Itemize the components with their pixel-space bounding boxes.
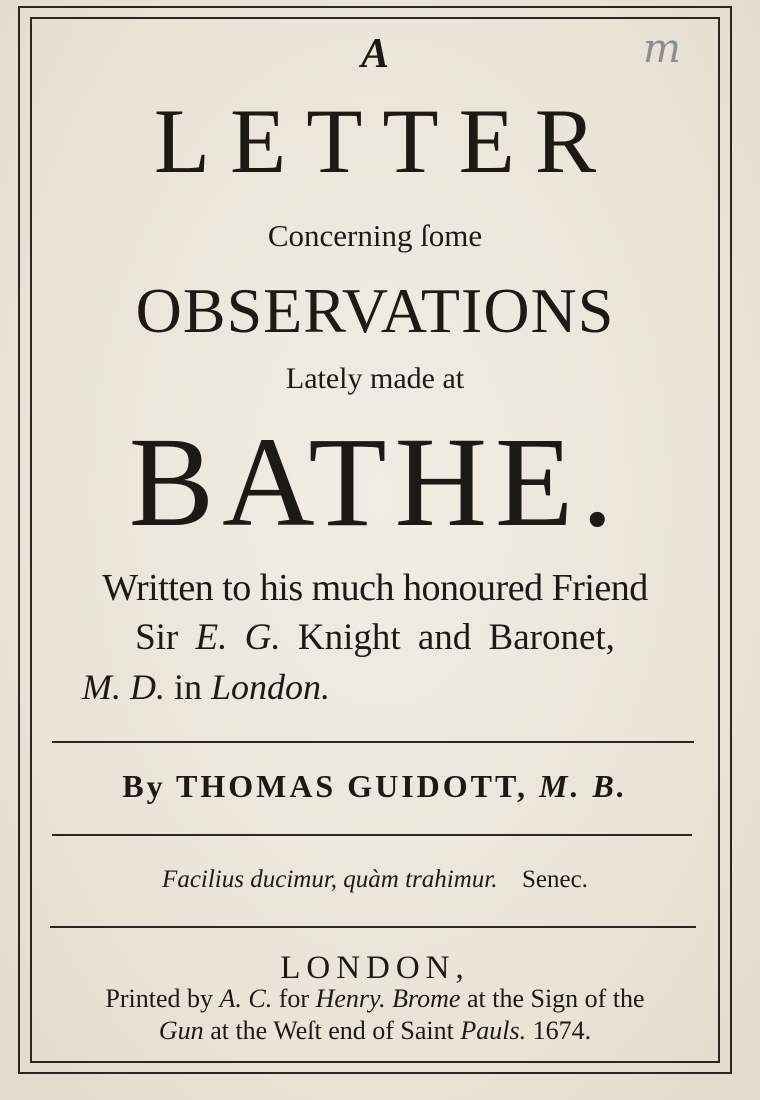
dedication-md: M. D. — [82, 667, 165, 707]
subtitle-lately: Lately made at — [285, 362, 465, 395]
dedication-line-1: Written to his much honoured Friend — [102, 567, 648, 609]
imprint-publisher: Henry. Brome — [315, 984, 461, 1013]
imprint-sign: at the Sign of the — [466, 984, 645, 1013]
imprint-west-end: at the Weſt end of Saint — [210, 1016, 454, 1045]
motto-source: Senec. — [521, 866, 588, 893]
divider-rule-3 — [50, 926, 696, 928]
author-name: THOMAS GUIDOTT, — [175, 768, 528, 804]
article-a: A — [360, 31, 389, 77]
dedication-sir: Sir — [135, 617, 179, 658]
imprint-gun: Gun — [158, 1016, 204, 1045]
imprint-pauls: Pauls. — [460, 1016, 527, 1045]
dedication-london: London. — [211, 667, 331, 707]
dedication-in: in — [174, 667, 203, 707]
imprint-line-2 — [30, 1016, 720, 1046]
imprint-year: 1674. — [532, 1016, 592, 1045]
divider-rule-2 — [52, 834, 692, 836]
author-line — [30, 768, 720, 805]
subtitle-concerning: Concerning ſome — [267, 218, 483, 253]
dedication-line-3 — [82, 666, 682, 708]
motto-line — [30, 866, 720, 894]
divider-rule-1 — [52, 741, 694, 743]
imprint-line-1 — [22, 984, 728, 1014]
pencil-annotation: m — [643, 26, 681, 72]
title-bathe: BATHE. — [128, 411, 622, 553]
imprint-for: for — [278, 984, 310, 1013]
author-degree: M. B. — [538, 768, 628, 804]
dedication-knight: Knight and Baronet, — [297, 617, 615, 658]
title-observations: OBSERVATIONS — [135, 275, 615, 346]
imprint-printer: A. C. — [219, 984, 273, 1013]
title-letter: LETTER — [153, 90, 617, 192]
dedication-line-2 — [30, 616, 720, 659]
dedication-initials: E. G. — [195, 617, 281, 658]
imprint-printed-by: Printed by — [105, 984, 213, 1013]
imprint-city: LONDON, — [280, 950, 470, 986]
motto-text: Facilius ducimur, quàm trahimur. — [162, 866, 498, 893]
author-by: By — [122, 768, 166, 804]
